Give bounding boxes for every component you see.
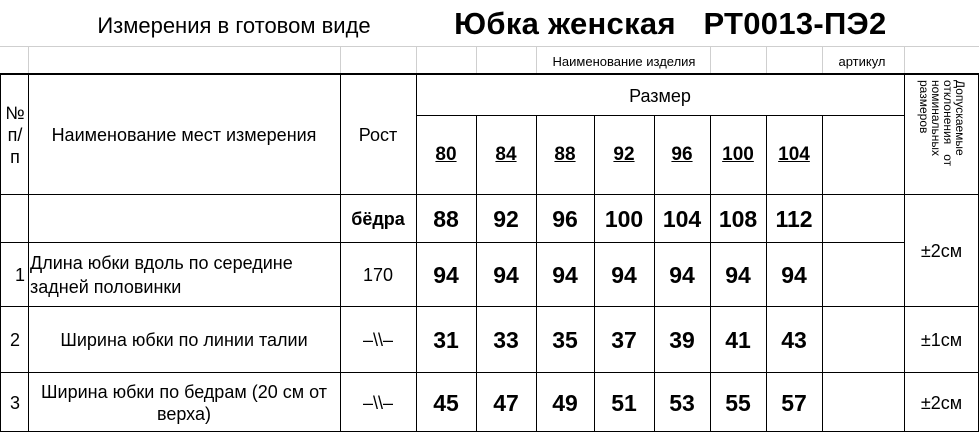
row-value: 57 xyxy=(781,389,807,416)
table-border xyxy=(28,73,29,432)
table-border xyxy=(822,115,823,432)
row-value: 31 xyxy=(433,326,459,353)
size-header: 80 xyxy=(435,144,457,165)
grid-line xyxy=(710,46,711,74)
row-place-name: Ширина юбки по бедрам (20 см от верха) xyxy=(41,382,327,424)
row-number: 3 xyxy=(9,392,20,413)
size-header: 88 xyxy=(554,144,576,165)
col-number-header: № п/ п xyxy=(5,103,25,167)
grid-line xyxy=(340,46,341,74)
col-tolerance-header: Допускаемые отклонения от номинальных размеров xyxy=(917,80,967,167)
size-header: 100 xyxy=(722,144,754,165)
row-value: 51 xyxy=(611,389,637,416)
row-tolerance: ±2см xyxy=(920,240,963,261)
row-value: 35 xyxy=(552,326,578,353)
row-height: 170 xyxy=(362,264,394,285)
article-caption: артикул xyxy=(838,53,886,69)
row-place-name: Длина юбки вдоль по середине задней половинки xyxy=(30,253,293,297)
hip-value: 104 xyxy=(662,205,702,232)
table-border xyxy=(0,73,1,432)
row-height: –\\– xyxy=(362,392,394,413)
row-value: 47 xyxy=(493,389,519,416)
table-border xyxy=(0,73,979,75)
row-value: 94 xyxy=(493,261,519,288)
hip-value: 92 xyxy=(493,205,519,232)
row-value: 49 xyxy=(552,389,578,416)
grid-line xyxy=(0,46,979,47)
grid-line xyxy=(536,46,537,74)
sheet-title: Измерения в готовом виде xyxy=(97,13,371,38)
row-value: 43 xyxy=(781,326,807,353)
table-border xyxy=(476,115,477,432)
col-height-header: Рост xyxy=(358,124,398,145)
size-header: 92 xyxy=(613,144,635,165)
grid-line xyxy=(476,46,477,74)
col-place-header: Наименование мест измерения xyxy=(51,124,317,145)
grid-line xyxy=(904,46,905,74)
table-border xyxy=(594,115,595,432)
row-value: 94 xyxy=(725,261,751,288)
row-place-name: Ширина юбки по линии талии xyxy=(60,329,308,350)
table-border xyxy=(766,115,767,432)
table-border xyxy=(0,194,979,195)
row-value: 94 xyxy=(781,261,807,288)
hip-value: 108 xyxy=(718,205,758,232)
grid-line xyxy=(28,46,29,74)
hip-label: бёдра xyxy=(351,208,405,229)
size-header: 96 xyxy=(671,144,693,165)
row-value: 37 xyxy=(611,326,637,353)
row-value: 94 xyxy=(611,261,637,288)
row-value: 39 xyxy=(669,326,695,353)
product-caption: Наименование изделия xyxy=(552,53,696,69)
row-value: 33 xyxy=(493,326,519,353)
row-number: 1 xyxy=(14,264,25,285)
table-border xyxy=(904,73,905,432)
table-border xyxy=(340,73,341,432)
grid-line xyxy=(822,46,823,74)
hip-value: 112 xyxy=(775,205,813,232)
size-group-header: Размер xyxy=(629,85,691,106)
size-header: 104 xyxy=(778,144,810,165)
size-header: 84 xyxy=(495,144,517,165)
row-value: 53 xyxy=(669,389,695,416)
table-border xyxy=(416,115,904,116)
row-value: 94 xyxy=(669,261,695,288)
grid-line xyxy=(766,46,767,74)
row-tolerance: ±1см xyxy=(920,329,963,350)
table-border xyxy=(536,115,537,432)
table-border xyxy=(0,242,904,243)
table-border xyxy=(0,306,979,307)
table-border xyxy=(0,372,979,373)
row-value: 45 xyxy=(433,389,459,416)
product-article: РТ0013-ПЭ2 xyxy=(703,6,887,41)
table-border xyxy=(710,115,711,432)
row-number: 2 xyxy=(9,329,20,350)
hip-value: 88 xyxy=(433,205,459,232)
table-border xyxy=(416,73,417,432)
hip-value: 100 xyxy=(604,205,644,232)
grid-line xyxy=(416,46,417,74)
hip-value: 96 xyxy=(552,205,578,232)
row-tolerance: ±2см xyxy=(920,392,963,413)
row-value: 55 xyxy=(725,389,751,416)
row-height: –\\– xyxy=(362,329,394,350)
row-value: 41 xyxy=(725,326,751,353)
row-value: 94 xyxy=(552,261,578,288)
product-name: Юбка женская xyxy=(454,6,676,41)
row-value: 94 xyxy=(433,261,459,288)
table-border xyxy=(654,115,655,432)
